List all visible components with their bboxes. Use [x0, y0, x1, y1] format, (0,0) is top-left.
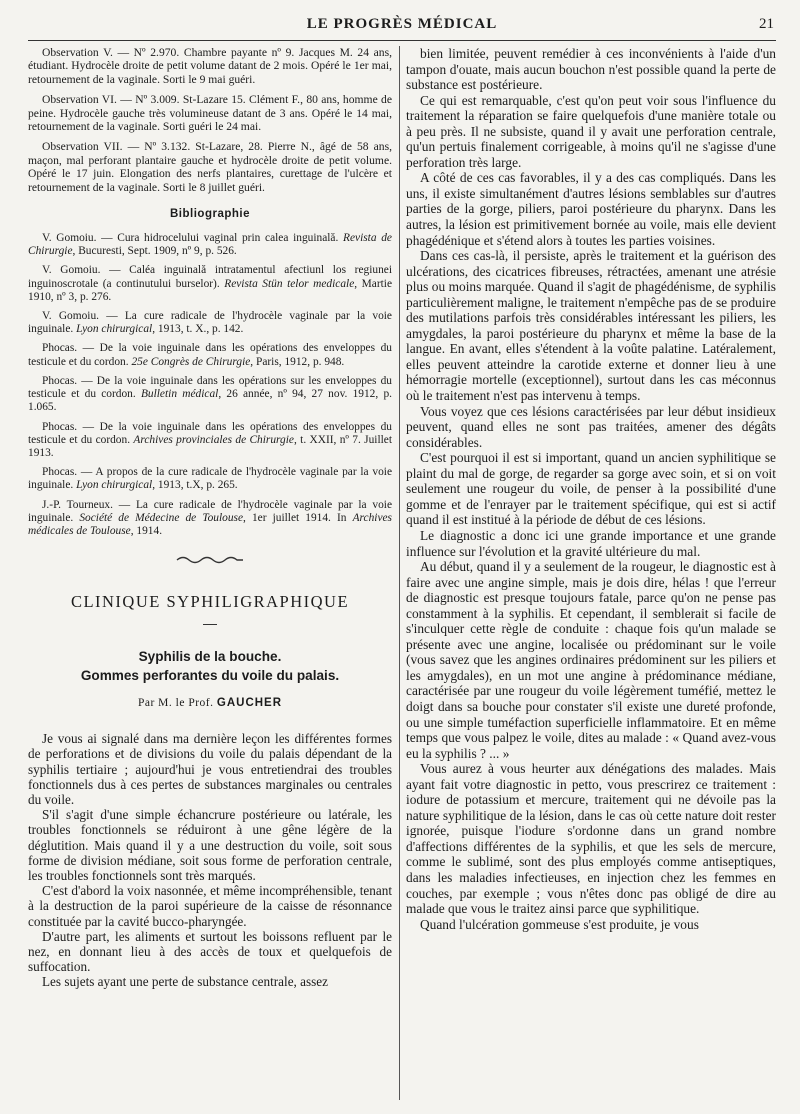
- observation-7: Observation VII. — Nº 3.132. St-Lazare, 28. Pierre N., âgé de 58 ans, maçon, mal perforant plantaire gauche et hydrocèle droite de petit volume. Opéré le 17 juin. Elongation des nerfs plantaires, curettage de l'ulcère et retournement de la vaginale. Sorti le 8 juillet guéri.: [28, 140, 392, 194]
- paragraph: Le diagnostic a donc ici une grande importance et une grande influence sur l'évolution et la gravité ultérieure du mal.: [406, 527, 776, 559]
- bibliography-heading: Bibliographie: [170, 208, 250, 221]
- paragraph: bien limitée, peuvent remédier à ces inconvénients à l'aide d'un tampon d'ouate, mais aucun bouchon n'est possible quand la perte de substance est postérieure.: [406, 46, 776, 93]
- section-title: CLINIQUE SYPHILIGRAPHIQUE: [70, 592, 350, 612]
- bibliography-entry: Phocas. — De la voie inguinale dans les opérations sur les enveloppes du testicule et du cordon. Bulletin médical, 26 année, nº 94, 27 nov. 1912, p. 1.065.: [28, 374, 392, 414]
- bibliography-entry: V. Gomoiu. — La cure radicale de l'hydrocèle vaginale par la voie inguinale. Lyon chirurgical, 1913, t. X., p. 142.: [28, 310, 392, 336]
- paragraph: Je vous ai signalé dans ma dernière leçon les différentes formes de perforations et de divisions du voile du palais dépendant de la syphilis tertiaire ; aujourd'hui je vous entretiendrai des troubles fonctionnels dus à ces pertes de substances marginales ou centrales du voile.: [28, 731, 392, 807]
- bibliography-entry: V. Gomoiu. — Cura hidrocelului vaginal prin calea inguinală. Revista de Chirurgie, Bucuresti, Sept. 1909, nº 9, p. 526.: [28, 232, 392, 258]
- bibliography-entry: J.-P. Tourneux. — La cure radicale de l'hydrocèle vaginale par la voie inguinale. Société de Médecine de Toulouse, 1er juillet 1914. In Archives médicales de Toulouse, 1914.: [28, 498, 392, 537]
- left-column: [28, 46, 392, 1104]
- bibliography-entry: V. Gomoiu. — Caléa inguinală intratamentul afectiunl los regiunei inguinoscrotale (a continutului burselor). Revista Stün telor medicale, Martie 1910, nº 3, p. 276.: [28, 264, 392, 303]
- paragraph: Dans ces cas-là, il persiste, après le traitement et la guérison des ulcérations, des cicatrices fibreuses, rétractées, amenant une atrésie plus ou moins marquée. Quand il s'agit de phagédénisme, de syphilis particulièrement maligne, le traitement n'empêche pas de se produire des mutilations parfois très considérables intéressant les piliers, les amygdales, la paroi postérieure du pharynx et même la base de la langue. En avant, elles s'étendent à la voûte palatine. Latéralement, elles peuvent atteindre la carotide externe et donner lieu à une hémorragie mortelle (exceptionnel), surtout dans les cas méconnus où le traitement n'est pas intervenu à temps.: [406, 248, 776, 404]
- paragraph: C'est d'abord la voix nasonnée, et même incompréhensible, tenant à la destruction de la paroi supérieure de la caisse de résonnance constituée par la cavité bucco-pharyngée.: [28, 883, 392, 929]
- bibliography-list: [28, 232, 392, 538]
- running-header: [28, 14, 776, 41]
- byline: [28, 697, 392, 709]
- paragraph: Quand l'ulcération gommeuse s'est produite, je vous: [420, 916, 699, 932]
- byline-prefix: Par M. le Prof.: [137, 697, 214, 710]
- article-title-line-2: Gommes perforantes du voile du palais.: [80, 668, 340, 684]
- bibliography-entry: Phocas. — A propos de la cure radicale de l'hydrocèle vaginale par la voie inguinale. Lyon chirurgical, 1913, t.X, p. 265.: [28, 466, 392, 492]
- observation-6: Observation VI. — Nº 3.009. St-Lazare 15. Clément F., 80 ans, homme de peine. Hydrocèle gauche très volumineuse datant de 3 ans. Opéré le 14 mai, retournement de la vaginale. Sorti guéri le 24 mai.: [28, 93, 392, 134]
- bibliography-entry: Phocas. — De la voie inguinale dans les opérations des enveloppes du testicule et du cordon. Archives provinciales de Chirurgie, t. XXII, nº 7. Juillet 1913.: [28, 420, 392, 459]
- page-number: 21: [759, 16, 774, 32]
- title-dash: [203, 624, 217, 625]
- observation-5: Observation V. — Nº 2.970. Chambre payante nº 9. Jacques M. 24 ans, étudiant. Hydrocèle droite de petit volume datant de 2 mois. Opéré le 1er mai, retournement de la vaginale. Sorti le 9 mai guéri.: [28, 46, 392, 86]
- paragraph: Au début, quand il y a seulement de la rougeur, le diagnostic est à faire avec une angine simple, mais je dois dire, hélas ! que l'erreur de diagnostic est presque toujours fatale, parce qu'on ne pense pas constamment à la syphilis. Et cependant, il semblerait si facile de s'inculquer cette règle de conduite : chaque fois qu'un malade se présente avec une angine, localisée ou prédominant sur le voile (vous savez que les angines ordinaires prédominent sur les piliers et les amygdales), en un mot une angine à prédominance médiane, caractérisée par une rougeur du voile légèrement tuméfié, mettez le doigt dans sa bouche pour constater s'il existe une dureté profonde, ou une simple tuméfaction superficielle inflammatoire. Et en même temps que vous palpez le voile, dites au malade : « Quand avez-vous eu la syphilis ? ... »: [406, 559, 776, 761]
- paragraph: C'est pourquoi il est si important, quand un ancien syphilitique se plaint du mal de gorge, de regarder sa gorge avec soin, et si on voit seulement une rougeur du voile, de penser à la possibilité d'une gomme et de l'enrayer par le traitement spécifique, qui est si actif quand il est institué à la période de début de ces lésions.: [406, 450, 776, 528]
- right-column: [406, 46, 776, 1104]
- paragraph: Vous aurez à vous heurter aux dénégations des malades. Mais ayant fait votre diagnostic in petto, vous prescrirez ce traitement : iodure de potassium et mercure, traitement qui ne dévoile pas la nature syphilitique de la lésion, dans le cas où cette nature doit rester ignorée, puisque l'iodure s'ordonne dans un grand nombre d'affections différentes de la syphilis, et que les sels de mercure, comme le sublimé, sont des plus employés comme antiseptiques, dans les maladies infectieuses, en injection chez les femmes en couches, par exemple ; vous n'êtes donc pas obligé de dire au malade que vous le traitez ainsi parce que syphilitique.: [406, 761, 776, 917]
- article-title-line-1: Syphilis de la bouche.: [138, 649, 282, 665]
- paragraph: Ce qui est remarquable, c'est qu'on peut voir sous l'influence du traitement la réparation se faire quelquefois d'une manière totale ou à peu près. Il ne subsiste, quand il y avait une perforation centrale, qu'un pertuis finalement corrigeable, à moins qu'il ne s'agisse d'une perforation très large.: [406, 92, 776, 170]
- paragraph: D'autre part, les aliments et surtout les boissons refluent par le nez, en donnant lieu à des accès de toux et quelquefois de suffocation.: [28, 928, 392, 975]
- author-name: GAUCHER: [216, 697, 283, 710]
- article-body-left: [28, 731, 392, 989]
- paragraph: A côté de ces cas favorables, il y a des cas compliqués. Dans les uns, il existe simultanément d'autres lésions semblables sur d'autres parties de la gorge, piliers, paroi postérieure du pharynx. Dans les autres, la lésion est primitivement bornée au voile, mais elle devient phagédénique et s'étend alors à toutes les parties voisines.: [406, 170, 776, 248]
- journal-title: LE PROGRÈS MÉDICAL: [306, 16, 498, 32]
- squiggle-ornament-icon: [28, 552, 392, 570]
- column-divider: [399, 46, 400, 1100]
- paragraph: Vous voyez que ces lésions caractérisées par leur début insidieux peuvent, quand elles ne sont pas traitées, amener des dégâts considérables.: [406, 403, 776, 450]
- paragraph: S'il s'agit d'une simple échancrure postérieure ou latérale, les troubles fonctionnels se réduiront à une gêne légère de la déglutition. Mais quand il y a une destruction du voile, soit sous forme de division médiane, soit sous forme de perforation centrale, les troubles fonctionnels sont très marqués.: [28, 807, 392, 883]
- bibliography-entry: Phocas. — De la voie inguinale dans les opérations des enveloppes du testicule et du cordon. 25e Congrès de Chirurgie, Paris, 1912, p. 948.: [28, 342, 392, 368]
- paragraph: Les sujets ayant une perte de substance centrale, assez: [42, 974, 328, 990]
